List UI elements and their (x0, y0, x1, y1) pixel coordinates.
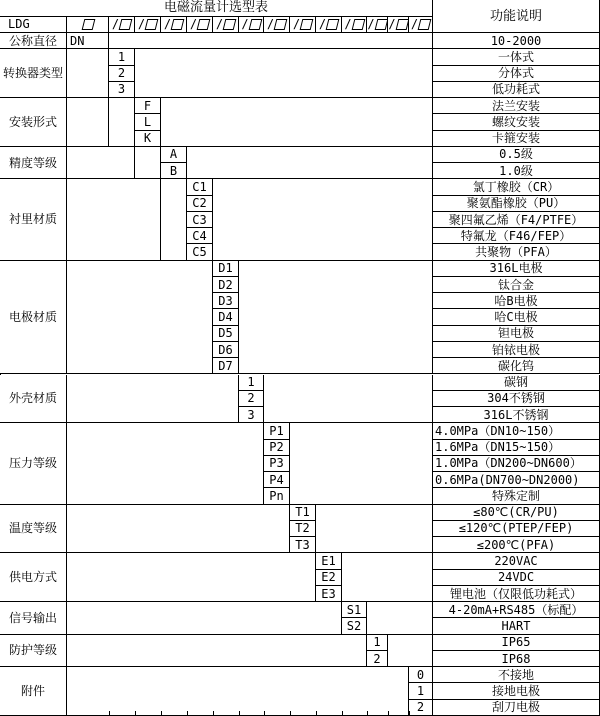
column-tick-mark (367, 711, 368, 715)
function-description-header: 功能说明 (433, 0, 600, 33)
model-slot-cell: / (239, 17, 264, 34)
column-tick-mark (342, 711, 343, 715)
function-cell: 特殊定制 (433, 488, 600, 504)
function-cell: 不接地 (433, 667, 600, 683)
band-label: 精度等级 (0, 147, 67, 180)
code-cell: C2 (187, 196, 213, 212)
function-cell: 220VAC (433, 553, 600, 569)
code-cell: T2 (290, 521, 316, 537)
model-slot-cell: / (135, 17, 161, 34)
code-cell: B (161, 163, 187, 179)
square-box-icon (395, 19, 409, 30)
function-cell: 螺纹安装 (433, 114, 600, 130)
model-box-cell (67, 17, 109, 34)
empty-cell (67, 98, 109, 147)
function-cell: 316L电极 (433, 261, 600, 277)
code-cell: C5 (187, 244, 213, 260)
function-cell: 24VDC (433, 570, 600, 586)
model-slot-cell: / (264, 17, 290, 34)
model-slot-cell: / (187, 17, 213, 34)
function-cell: 1.6MPa（DN15~150） (433, 440, 600, 456)
empty-cell (316, 505, 433, 554)
code-cell: 0 (409, 667, 433, 683)
code-cell: E1 (316, 553, 342, 569)
square-box-icon (374, 19, 388, 30)
square-box-icon (418, 19, 432, 30)
column-tick-mark (109, 711, 110, 715)
function-cell: 碳化钨 (433, 358, 600, 374)
column-tick-mark (135, 711, 136, 715)
model-slot-cell: / (342, 17, 367, 34)
code-cell: A (161, 147, 187, 163)
column-tick-mark (213, 711, 214, 715)
function-cell: 4.0MPa（DN10~150） (433, 423, 600, 439)
function-cell: 哈B电极 (433, 293, 600, 309)
model-slot-cell: / (316, 17, 342, 34)
code-cell: 1 (367, 635, 388, 651)
empty-cell (67, 147, 135, 180)
code-cell: S1 (342, 602, 367, 618)
column-tick-mark (187, 711, 188, 715)
function-cell: HART (433, 618, 600, 634)
column-tick-mark (264, 711, 265, 715)
empty-cell (187, 147, 433, 180)
square-box-icon (81, 19, 95, 30)
empty-cell (67, 49, 109, 98)
code-cell: 2 (367, 651, 388, 667)
band-label: 信号输出 (0, 602, 67, 635)
code-cell: D4 (213, 309, 239, 325)
code-cell: D6 (213, 342, 239, 358)
function-cell: 10-2000 (433, 33, 600, 49)
column-tick-mark (409, 711, 410, 715)
empty-cell (161, 179, 187, 260)
code-cell: D1 (213, 261, 239, 277)
band-label: 公称直径 (0, 33, 67, 49)
diameter-code: DN (67, 33, 109, 49)
model-slot-cell: / (213, 17, 239, 34)
column-tick-mark (290, 711, 291, 715)
function-cell: 一体式 (433, 49, 600, 65)
function-cell: 0.6MPa(DN700~DN2000) (433, 472, 600, 488)
empty-cell (388, 635, 433, 668)
model-slot-cell: / (161, 17, 187, 34)
square-box-icon (300, 19, 314, 30)
empty-cell (67, 505, 290, 554)
code-cell: 2 (409, 700, 433, 716)
band-label: 压力等级 (0, 423, 67, 504)
band-label: 安装形式 (0, 98, 67, 147)
square-box-icon (197, 19, 211, 30)
function-cell: 304不锈钢 (433, 391, 600, 407)
code-cell: D2 (213, 277, 239, 293)
function-cell: IP68 (433, 651, 600, 667)
code-cell: D7 (213, 358, 239, 374)
code-cell: P4 (264, 472, 290, 488)
square-box-icon (248, 19, 262, 30)
code-cell: C3 (187, 212, 213, 228)
empty-cell (67, 667, 409, 716)
square-box-icon (326, 19, 340, 30)
code-cell: 1 (109, 49, 135, 65)
function-cell: 锂电池（仅限低功耗式） (433, 586, 600, 602)
empty-cell (239, 261, 433, 375)
empty-cell (367, 602, 433, 635)
code-cell: P1 (264, 423, 290, 439)
code-cell: 3 (109, 82, 135, 98)
square-box-icon (171, 19, 185, 30)
function-cell: IP65 (433, 635, 600, 651)
function-cell: ≤80℃(CR/PU) (433, 505, 600, 521)
function-cell: 卡箍安装 (433, 131, 600, 147)
function-cell: 接地电极 (433, 683, 600, 699)
code-cell: T3 (290, 537, 316, 553)
function-cell: 哈C电极 (433, 309, 600, 325)
band-label: 供电方式 (0, 553, 67, 602)
code-cell: Pn (264, 488, 290, 504)
function-cell: 聚四氟乙烯（F4/PTFE） (433, 212, 600, 228)
function-cell: 1.0MPa（DN200~DN600） (433, 456, 600, 472)
function-cell: 0.5级 (433, 147, 600, 163)
model-prefix: LDG (0, 17, 67, 34)
square-box-icon (274, 19, 288, 30)
square-box-icon (145, 19, 159, 30)
empty-cell (161, 98, 433, 147)
empty-cell (213, 179, 433, 260)
band-label: 温度等级 (0, 505, 67, 554)
function-cell: 特氟龙（F46/FEP） (433, 228, 600, 244)
model-slot-cell: / (388, 17, 409, 34)
model-slot-cell: / (109, 17, 135, 34)
band-label: 防护等级 (0, 635, 67, 668)
function-cell: 刮刀电极 (433, 700, 600, 716)
band-label: 转换器类型 (0, 49, 67, 98)
code-cell: E3 (316, 586, 342, 602)
code-cell: L (135, 114, 161, 130)
square-box-icon (223, 19, 237, 30)
code-cell: C4 (187, 228, 213, 244)
code-cell: T1 (290, 505, 316, 521)
code-cell: S2 (342, 618, 367, 634)
empty-cell (109, 33, 433, 49)
code-cell: 3 (239, 407, 264, 423)
band-label: 电极材质 (0, 261, 67, 375)
column-tick-mark (239, 711, 240, 715)
code-cell: D3 (213, 293, 239, 309)
model-slot-cell: / (367, 17, 388, 34)
empty-cell (67, 261, 213, 375)
band-label: 附件 (0, 667, 67, 716)
function-cell: 法兰安装 (433, 98, 600, 114)
table-title: 电磁流量计选型表 (0, 0, 433, 17)
function-cell: 钽电极 (433, 326, 600, 342)
function-cell: 低功耗式 (433, 82, 600, 98)
empty-cell (109, 98, 135, 147)
square-box-icon (119, 19, 133, 30)
empty-cell (67, 179, 161, 260)
function-cell: 分体式 (433, 66, 600, 82)
code-cell: D5 (213, 326, 239, 342)
code-cell: 1 (239, 375, 264, 391)
function-cell: 共聚物（PFA） (433, 244, 600, 260)
empty-cell (135, 147, 161, 180)
code-cell: 1 (409, 683, 433, 699)
function-cell: 铂铱电极 (433, 342, 600, 358)
column-tick-mark (316, 711, 317, 715)
function-cell: 1.0级 (433, 163, 600, 179)
model-slot-cell: / (409, 17, 433, 34)
function-cell: 氯丁橡胶（CR） (433, 179, 600, 195)
code-cell: P2 (264, 440, 290, 456)
square-box-icon (351, 19, 365, 30)
empty-cell (67, 375, 239, 424)
code-cell: 2 (239, 391, 264, 407)
function-cell: 4-20mA+RS485（标配） (433, 602, 600, 618)
code-cell: 2 (109, 66, 135, 82)
model-slot-cell: / (290, 17, 316, 34)
empty-cell (67, 423, 264, 504)
band-label: 衬里材质 (0, 179, 67, 260)
empty-cell (135, 49, 433, 98)
column-tick-mark (388, 711, 389, 715)
column-tick-mark (161, 711, 162, 715)
band-label: 外壳材质 (0, 375, 67, 424)
empty-cell (67, 553, 316, 602)
empty-cell (67, 635, 367, 668)
empty-cell (67, 602, 342, 635)
empty-cell (264, 375, 433, 424)
code-cell: P3 (264, 456, 290, 472)
code-cell: C1 (187, 179, 213, 195)
empty-cell (290, 423, 433, 504)
function-cell: ≤120℃(PTEP/FEP) (433, 521, 600, 537)
empty-cell (342, 553, 433, 602)
function-cell: 钛合金 (433, 277, 600, 293)
code-cell: F (135, 98, 161, 114)
function-cell: 316L不锈钢 (433, 407, 600, 423)
code-cell: E2 (316, 570, 342, 586)
function-cell: 聚氨酯橡胶（PU） (433, 196, 600, 212)
code-cell: K (135, 131, 161, 147)
function-cell: 碳钢 (433, 375, 600, 391)
function-cell: ≤200℃(PFA) (433, 537, 600, 553)
